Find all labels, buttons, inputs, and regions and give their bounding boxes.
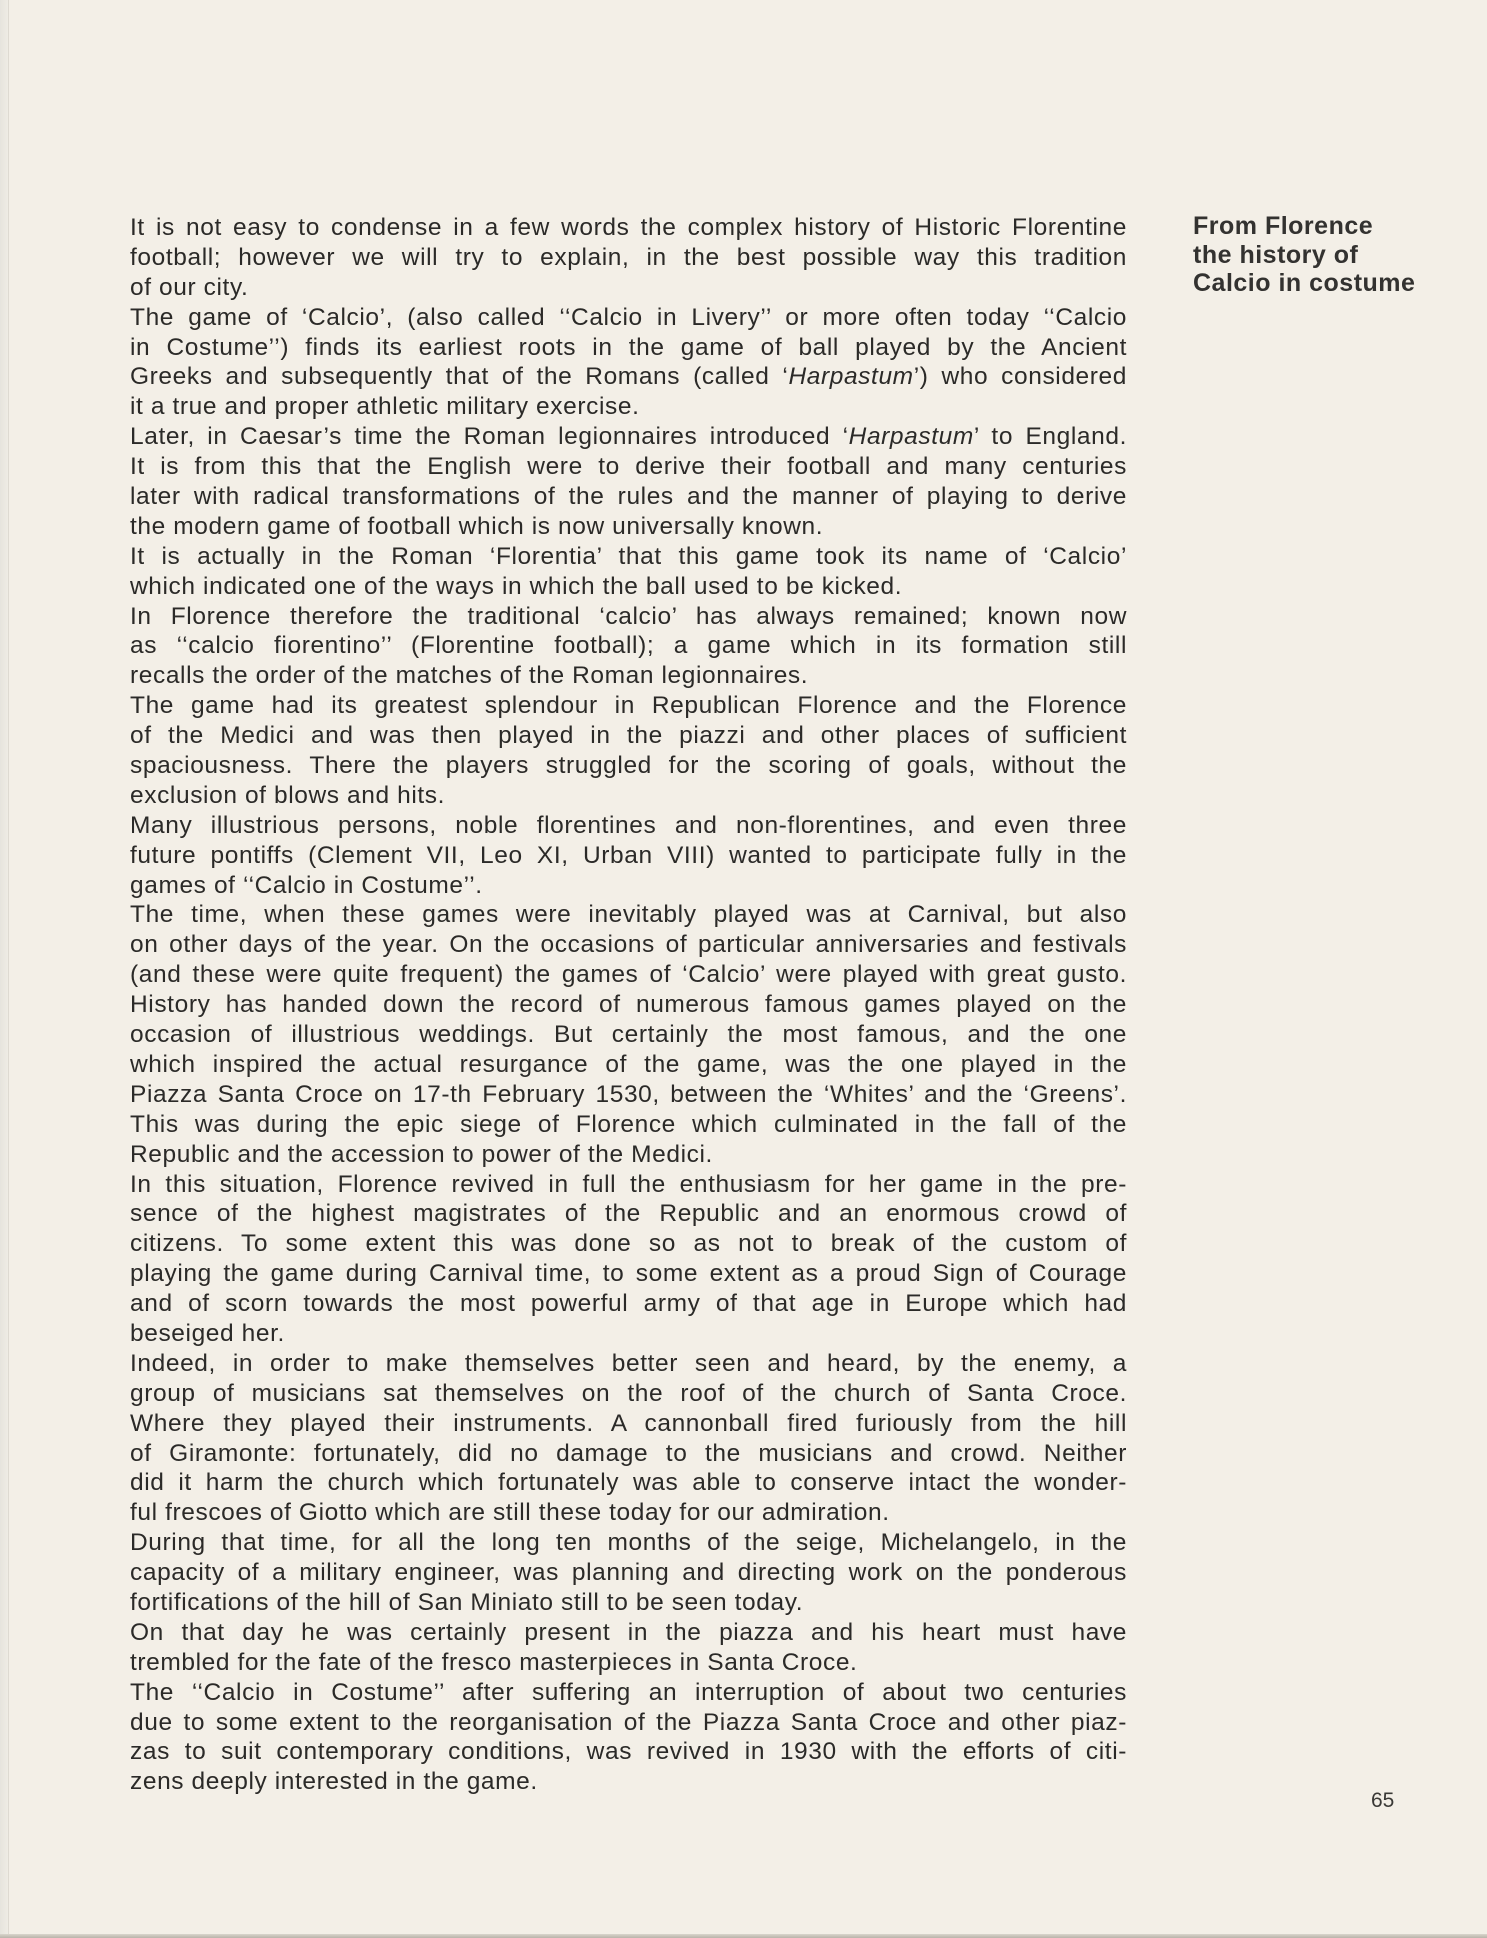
text-line: The time, when these games were inevitably played was at Carnival, but also [130, 901, 1127, 929]
text-line: Later, in Caesar’s time the Roman legionnaires introduced ‘Harpastum’ to England. [130, 423, 1127, 451]
text-line: In Florence therefore the traditional ‘calcio’ has always remained; known now [130, 602, 1127, 630]
text-line: later with radical transformations of the rules and the manner of playing to derive [130, 483, 1127, 511]
text-line: in Costume’’) finds its earliest roots in the game of ball played by the Ancient [130, 333, 1127, 361]
text-line: which indicated one of the ways in which the ball used to be kicked. [130, 572, 903, 600]
text-line: future pontiffs (Clement VII, Leo XI, Urban VIII) wanted to participate fully in the [130, 841, 1127, 869]
text-line: of Giramonte: fortunately, did no damage to the musicians and crowd. Neither [130, 1439, 1127, 1467]
text-line: It is from this that the English were to derive their football and many centuries [130, 453, 1127, 481]
text-line: which inspired the actual resurgance of the game, was the one played in the [130, 1050, 1127, 1078]
text-line: capacity of a military engineer, was planning and directing work on the ponderous [130, 1559, 1127, 1587]
text-line: zas to suit contemporary conditions, was revived in 1930 with the efforts of citi- [130, 1738, 1127, 1766]
text-line: of our city. [130, 273, 249, 301]
text-line: the modern game of football which is now universally known. [130, 512, 824, 540]
text-line: it a true and proper athletic military exercise. [130, 393, 640, 421]
text-line: due to some extent to the reorganisation of the Piazza Santa Croce and other piaz- [130, 1708, 1127, 1736]
text-line: The game of ‘Calcio’, (also called ‘‘Calcio in Livery’’ or more often today ‘‘Calcio [130, 303, 1127, 331]
text-line: sence of the highest magistrates of the Republic and an enormous crowd of [130, 1200, 1127, 1228]
text-line: Republic and the accession to power of the Medici. [130, 1140, 713, 1168]
text-line: Indeed, in order to make themselves better seen and heard, by the enemy, a [130, 1349, 1127, 1377]
text-line: citizens. To some extent this was done so as not to break of the custom of [130, 1230, 1127, 1258]
text-line: trembled for the fate of the fresco masterpieces in Santa Croce. [130, 1648, 858, 1676]
text-line: zens deeply interested in the game. [130, 1768, 538, 1796]
text-line: The ‘‘Calcio in Costume’’ after suffering an interruption of about two centuries [130, 1678, 1127, 1706]
text-line: This was during the epic siege of Florence which culminated in the fall of the [130, 1110, 1127, 1138]
text-line: as ‘‘calcio fiorentino’’ (Florentine football); a game which in its formation still [130, 632, 1127, 660]
section-title [1193, 212, 1473, 298]
text-line: ful frescoes of Giotto which are still these today for our admiration. [130, 1499, 890, 1527]
section-title-line: Calcio in costume [1193, 269, 1416, 297]
text-line: group of musicians sat themselves on the roof of the church of Santa Croce. [130, 1379, 1127, 1407]
text-line: playing the game during Carnival time, to some extent as a proud Sign of Courage [130, 1260, 1127, 1288]
text-line: Where they played their instruments. A cannonball fired furiously from the hill [130, 1409, 1127, 1437]
text-line: games of ‘‘Calcio in Costume’’. [130, 871, 483, 899]
text-line: of the Medici and was then played in the piazzi and other places of sufficient [130, 722, 1127, 750]
section-title-line: From Florence [1193, 212, 1374, 240]
text-line: exclusion of blows and hits. [130, 781, 446, 809]
text-line: (and these were quite frequent) the games of ‘Calcio’ were played with great gusto. [130, 961, 1127, 989]
text-line: recalls the order of the matches of the Roman legionnaires. [130, 662, 809, 690]
section-title-line: the history of [1193, 240, 1359, 269]
text-line: did it harm the church which fortunately was able to conserve intact the wonder- [130, 1469, 1127, 1497]
italic-term: Harpastum [848, 423, 974, 451]
italic-term: Harpastum [788, 363, 914, 391]
text-line: football; however we will try to explain, in the best possible way this tradition [130, 243, 1127, 271]
text-line: It is not easy to condense in a few words the complex history of Historic Florentine [130, 214, 1127, 241]
text-line: Greeks and subsequently that of the Romans (called ‘Harpastum’) who considered [130, 363, 1127, 391]
text-line: fortifications of the hill of San Miniato still to be seen today. [130, 1588, 804, 1616]
text-line: beseiged her. [130, 1319, 285, 1347]
text-line: on other days of the year. On the occasions of particular anniversaries and festivals [130, 931, 1127, 959]
text-line: The game had its greatest splendour in Republican Florence and the Florence [130, 692, 1127, 720]
text-line: It is actually in the Roman ‘Florentia’ that this game took its name of ‘Calcio’ [130, 542, 1127, 570]
text-line: History has handed down the record of numerous famous games played on the [130, 991, 1127, 1019]
text-line: Many illustrious persons, noble florentines and non-florentines, and even three [130, 811, 1127, 839]
page-binding-edge [0, 0, 9, 1938]
page-number: 65 [1371, 1789, 1395, 1812]
text-line: occasion of illustrious weddings. But certainly the most famous, and the one [130, 1021, 1127, 1049]
page-bottom-edge [0, 1934, 1487, 1938]
text-line: and of scorn towards the most powerful army of that age in Europe which had [130, 1290, 1127, 1318]
text-line: spaciousness. There the players struggled for the scoring of goals, without the [130, 752, 1127, 780]
article-body [130, 213, 1127, 1797]
text-line: Piazza Santa Croce on 17-th February 1530, between the ‘Whites’ and the ‘Greens’. [130, 1080, 1127, 1108]
text-line: In this situation, Florence revived in full the enthusiasm for her game in the pre- [130, 1170, 1127, 1198]
text-line: During that time, for all the long ten months of the seige, Michelangelo, in the [130, 1529, 1127, 1557]
text-line: On that day he was certainly present in the piazza and his heart must have [130, 1618, 1127, 1646]
